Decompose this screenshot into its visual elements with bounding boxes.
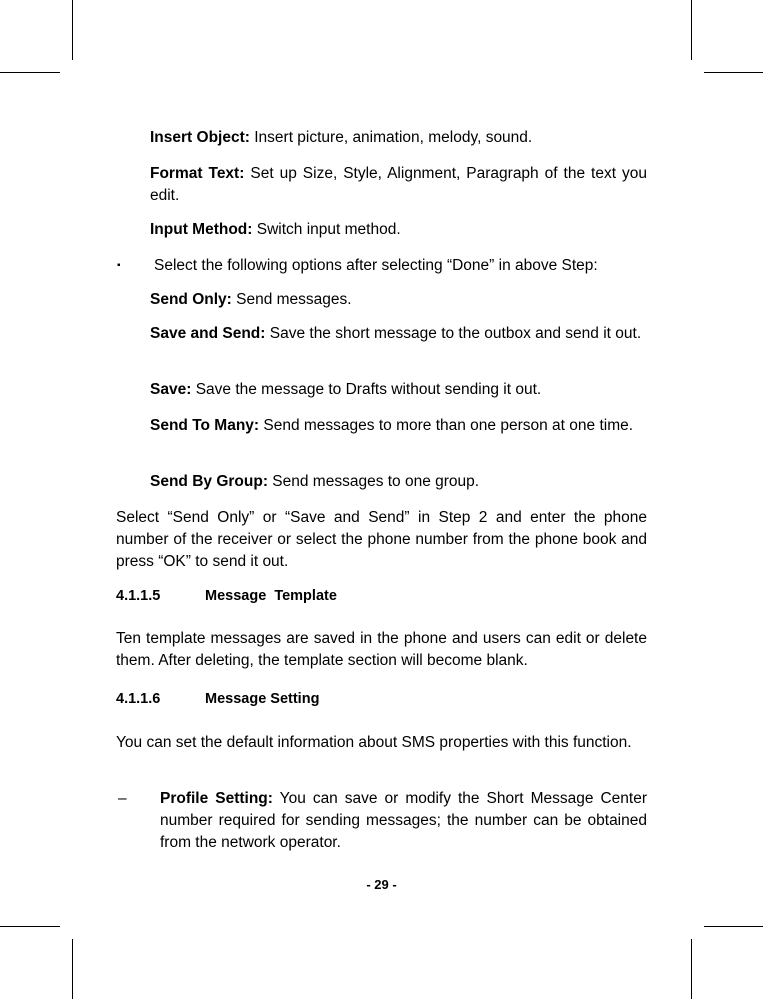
crop-mark [704,72,763,73]
format-text-item: Format Text: Set up Size, Style, Alignment, Paragraph of the text you edit. [150,165,647,204]
bullet-text: Select the following options after selecting “Done” in above Step: [154,257,598,274]
send-by-group-item: Send By Group: Send messages to one group. [150,473,480,490]
bullet-square-icon: ▪ [117,260,121,271]
setting-paragraph: You can set the default information about SMS properties with this function. [116,734,632,751]
section-title: Message Setting [205,691,320,707]
save-and-send-item: Save and Send: Save the short message to the outbox and send it out. [150,325,642,342]
profile-setting-item: Profile Setting: You can save or modify the Short Message Center number required for sending messages; the number can be obtained from the network operator. [160,790,647,851]
send-only-item: Send Only: Send messages. [150,291,352,308]
crop-mark [0,72,60,73]
crop-mark [704,926,763,927]
crop-mark [0,926,60,927]
send-to-many-item: Send To Many: Send messages to more than one person at one time. [150,417,634,434]
page-number: - 29 - [366,877,397,892]
crop-mark [72,939,73,999]
save-item: Save: Save the message to Drafts without sending it out. [150,381,542,398]
select-paragraph: Select “Send Only” or “Save and Send” in Step 2 and enter the phone number of the receiver or select the phone number from the phone book and press “OK” to send it out. [116,509,647,570]
dash-marker: – [118,790,127,807]
section-number: 4.1.1.5 [116,588,161,604]
crop-mark [72,0,73,60]
template-paragraph: Ten template messages are saved in the phone and users can edit or delete them. After deleting, the template section will become blank. [116,630,647,669]
input-method-item: Input Method: Switch input method. [150,221,401,238]
section-title: Message Template [205,588,337,604]
insert-object-item: Insert Object: Insert picture, animation, melody, sound. [150,129,533,146]
section-number: 4.1.1.6 [116,691,161,707]
crop-mark [691,939,692,999]
crop-mark [691,0,692,60]
